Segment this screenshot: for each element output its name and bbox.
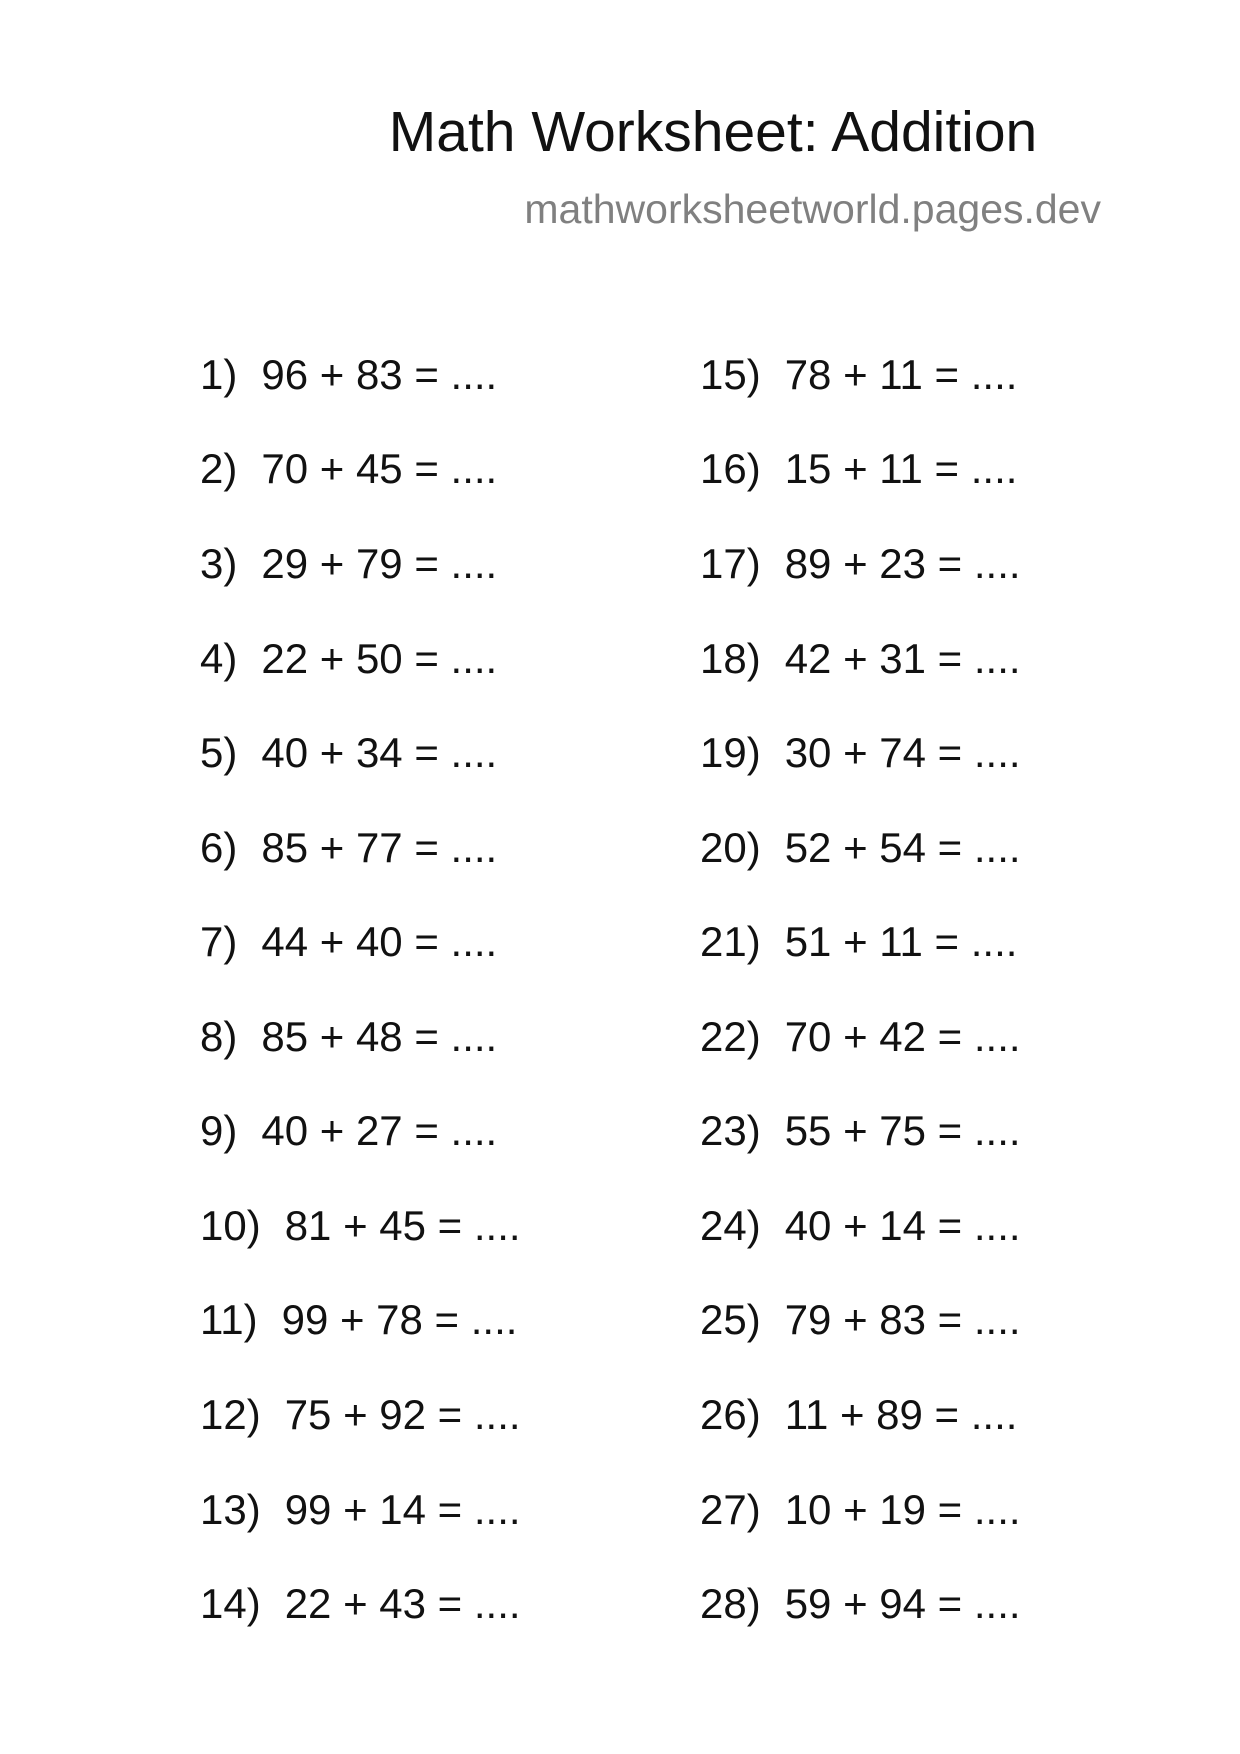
problem-item xyxy=(200,1009,497,1065)
problem-number: 22) xyxy=(700,1013,761,1060)
problem-item xyxy=(200,536,497,592)
problem-number: 4) xyxy=(200,635,238,682)
problem-item xyxy=(700,441,1017,497)
problem-expression: 22 + 43 = .... xyxy=(284,1580,521,1627)
problem-item xyxy=(700,631,1021,687)
problem-number: 16) xyxy=(700,445,761,492)
problem-item xyxy=(200,820,497,876)
problem-item xyxy=(700,1576,1021,1632)
problem-item xyxy=(200,914,497,970)
problem-number: 1) xyxy=(200,351,238,398)
website-label: mathworksheetworld.pages.dev xyxy=(524,186,1101,232)
problem-item xyxy=(700,914,1017,970)
problem-number: 2) xyxy=(200,445,238,492)
problem-expression: 51 + 11 = .... xyxy=(784,918,1018,965)
problem-expression: 75 + 92 = .... xyxy=(284,1391,521,1438)
problem-number: 8) xyxy=(200,1013,238,1060)
problem-number: 5) xyxy=(200,729,238,776)
problem-expression: 30 + 74 = .... xyxy=(784,729,1021,776)
problem-expression: 52 + 54 = .... xyxy=(784,824,1021,871)
problem-item xyxy=(200,347,497,403)
problem-item xyxy=(200,1292,517,1348)
problem-expression: 44 + 40 = .... xyxy=(261,918,498,965)
problem-number: 12) xyxy=(200,1391,261,1438)
problem-expression: 15 + 11 = .... xyxy=(784,445,1018,492)
problem-expression: 70 + 45 = .... xyxy=(261,445,498,492)
problem-expression: 40 + 27 = .... xyxy=(261,1107,498,1154)
problem-item xyxy=(700,1198,1021,1254)
problem-expression: 29 + 79 = .... xyxy=(261,540,498,587)
problem-item xyxy=(200,441,497,497)
problem-item xyxy=(700,1103,1021,1159)
problem-item xyxy=(700,536,1021,592)
problem-number: 17) xyxy=(700,540,761,587)
problem-expression: 79 + 83 = .... xyxy=(784,1296,1021,1343)
problem-number: 14) xyxy=(200,1580,261,1627)
problem-item xyxy=(700,1482,1021,1538)
problem-expression: 55 + 75 = .... xyxy=(784,1107,1021,1154)
problem-item xyxy=(200,725,497,781)
problem-number: 7) xyxy=(200,918,238,965)
problem-expression: 59 + 94 = .... xyxy=(784,1580,1021,1627)
problem-number: 3) xyxy=(200,540,238,587)
problem-item xyxy=(200,631,497,687)
problem-expression: 85 + 48 = .... xyxy=(261,1013,498,1060)
problem-item xyxy=(200,1576,521,1632)
problem-number: 13) xyxy=(200,1486,261,1533)
problem-expression: 42 + 31 = .... xyxy=(784,635,1021,682)
problem-number: 24) xyxy=(700,1202,761,1249)
problem-number: 20) xyxy=(700,824,761,871)
problem-number: 15) xyxy=(700,351,761,398)
problem-expression: 10 + 19 = .... xyxy=(784,1486,1021,1533)
problem-number: 10) xyxy=(200,1202,261,1249)
problem-expression: 99 + 14 = .... xyxy=(284,1486,521,1533)
problem-expression: 40 + 34 = .... xyxy=(261,729,498,776)
problem-number: 28) xyxy=(700,1580,761,1627)
problem-item xyxy=(700,347,1017,403)
problem-number: 26) xyxy=(700,1391,761,1438)
problem-item xyxy=(200,1482,521,1538)
problem-number: 27) xyxy=(700,1486,761,1533)
problem-item xyxy=(200,1387,521,1443)
problem-item xyxy=(700,1387,1017,1443)
worksheet-title-text: Math Worksheet: Addition xyxy=(388,100,1038,164)
problem-expression: 70 + 42 = .... xyxy=(784,1013,1021,1060)
problem-expression: 78 + 11 = .... xyxy=(784,351,1018,398)
problem-expression: 81 + 45 = .... xyxy=(284,1202,521,1249)
problem-number: 6) xyxy=(200,824,238,871)
problem-expression: 85 + 77 = .... xyxy=(261,824,498,871)
problem-number: 9) xyxy=(200,1107,238,1154)
problem-expression: 89 + 23 = .... xyxy=(784,540,1021,587)
problem-expression: 96 + 83 = .... xyxy=(261,351,498,398)
problem-item xyxy=(700,725,1021,781)
problem-item xyxy=(700,820,1021,876)
problem-item xyxy=(200,1103,497,1159)
problem-expression: 11 + 89 = .... xyxy=(784,1391,1018,1438)
problem-expression: 40 + 14 = .... xyxy=(784,1202,1021,1249)
problem-item xyxy=(700,1009,1021,1065)
problem-number: 23) xyxy=(700,1107,761,1154)
problem-number: 19) xyxy=(700,729,761,776)
problem-number: 25) xyxy=(700,1296,761,1343)
problem-expression: 22 + 50 = .... xyxy=(261,635,498,682)
worksheet-title xyxy=(0,96,1240,168)
problem-expression: 99 + 78 = .... xyxy=(281,1296,518,1343)
problem-item xyxy=(700,1292,1021,1348)
problem-number: 21) xyxy=(700,918,761,965)
problem-number: 11) xyxy=(200,1296,258,1343)
problem-item xyxy=(200,1198,521,1254)
problem-number: 18) xyxy=(700,635,761,682)
